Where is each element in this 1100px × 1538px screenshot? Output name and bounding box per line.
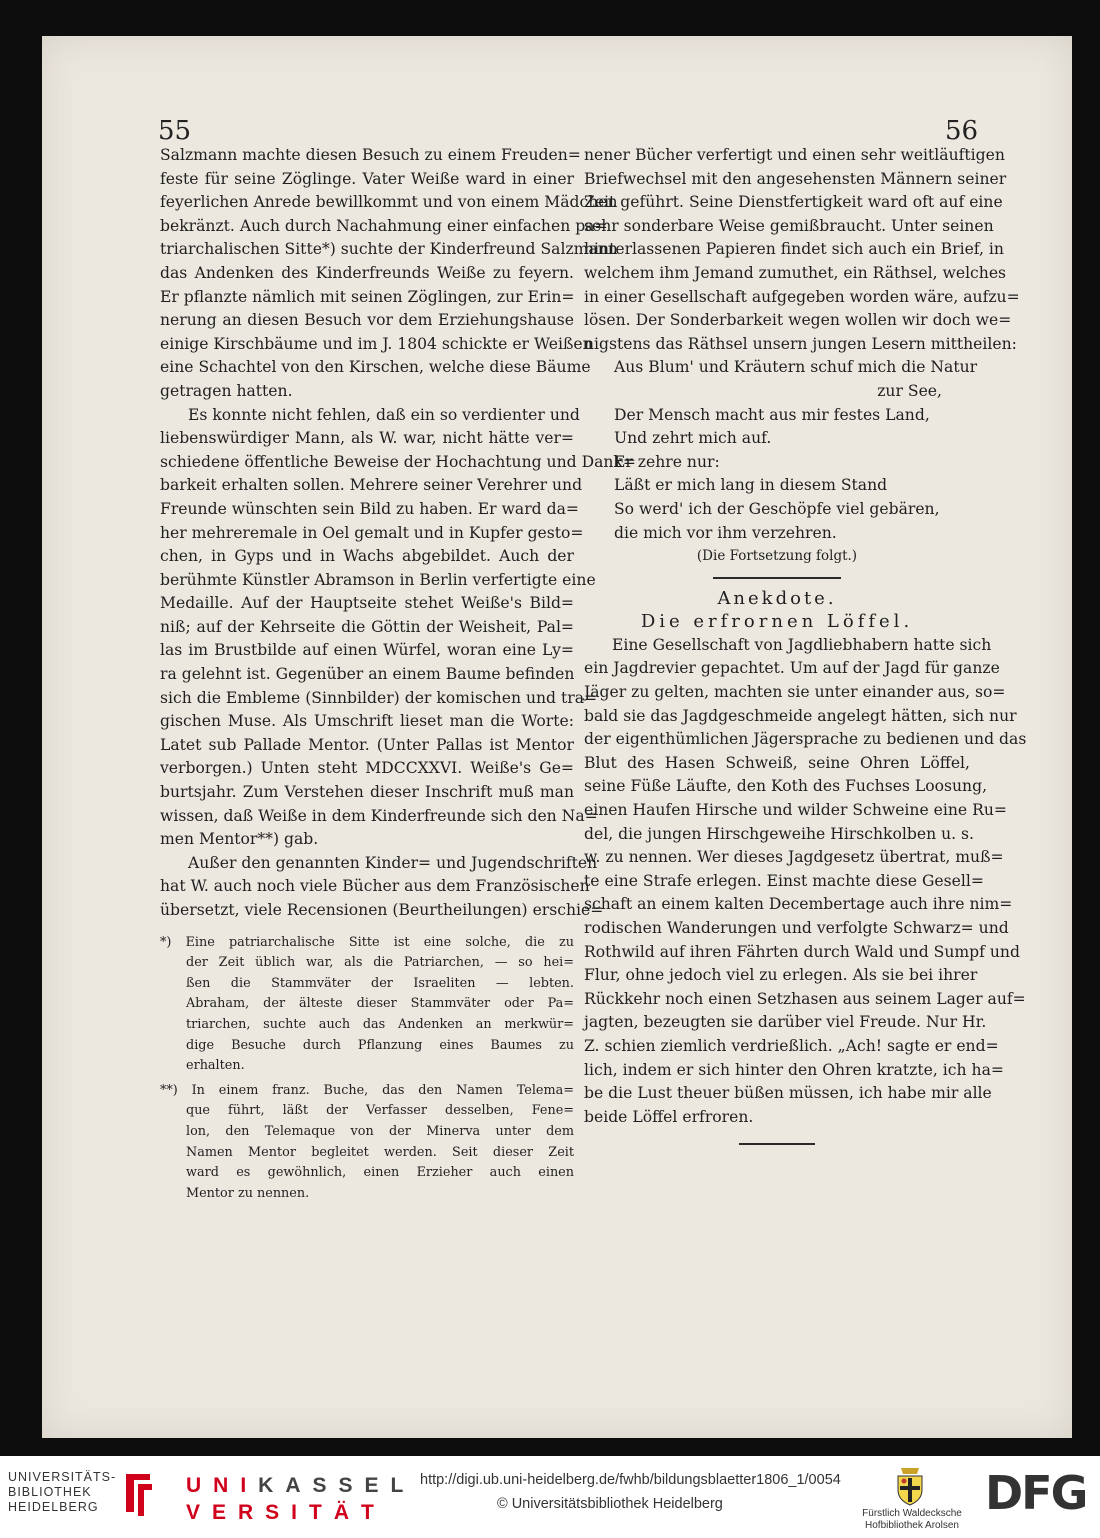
text-line: Abraham, der älteste dieser Stammväter oder Pa= [186,996,574,1012]
text-line: welchem ihm Jemand zumuthet, ein Räthsel, welches [584,263,1007,282]
ub-heidelberg-logo [8,1470,116,1515]
footnote-mentor [160,1081,574,1205]
text-line: te eine Strafe erlegen. Einst machte diese Gesell= [584,871,984,890]
text-line: nerung an diesen Besuch vor dem Erziehungshause [160,311,574,330]
text-line: der eigenthümlichen Jägersprache zu bedienen und das [584,730,1027,749]
text-line: **) In einem franz. Buche, das den Namen Telema= [160,1082,574,1098]
text-line: hat W. auch noch viele Bücher aus dem Französischen [160,877,590,896]
footer-bar [0,1456,1100,1538]
text-line: schaft an einem kalten Decembertage auch ihre nim= [584,895,1013,914]
text-line: gischen Muse. Als Umschrift lieset man die Worte: [160,712,574,731]
waldeck-crest-icon [893,1466,927,1506]
ub-line: UNIVERSITÄTS- [8,1470,117,1484]
arolsen-label [852,1508,972,1532]
footnote-patriarch [160,933,574,1077]
text-line: Der Mensch macht aus mir festes Land, [614,405,930,424]
text-line: del, die jungen Hirschgeweihe Hirschkolben u. s. [584,824,974,843]
arolsen-line: Hofbibliothek Arolsen [865,1520,959,1531]
text-line: Jäger zu gelten, machten sie unter einander aus, so= [584,683,1006,702]
text-line: So werd' ich der Geschöpfe viel gebären, [614,499,940,518]
text-line: sich die Embleme (Sinnbilder) der komischen und tra= [160,688,598,707]
right-column [584,144,1027,1153]
ub-line: HEIDELBERG [8,1500,99,1514]
arolsen-line: Fürstlich Waldecksche [862,1508,962,1519]
text-line: schiedene öffentliche Beweise der Hochachtung und Dank= [160,452,636,471]
text-line: Briefwechsel mit den angesehensten Männern seiner [584,169,1007,188]
text-line: die mich vor ihm verzehren. [614,523,837,542]
section-heading-anekdote: Anekdote. [717,587,837,609]
text-line: sehr sonderbare Weise gemißbraucht. Unter seinen [584,216,994,235]
kassel-red: UNI [186,1474,259,1497]
text-line: hinterlassenen Papieren findet sich auch ein Brief, in [584,240,1004,259]
text-line: burtsjahr. Zum Verstehen dieser Inschrift muß man [160,783,574,802]
text-line: Blut des Hasen Schweiß, seine Ohren Löffel, [584,753,970,772]
text-line: her mehreremale in Oel gemalt und in Kupfer gesto= [160,523,584,542]
text-line: beide Löffel erfroren. [584,1107,754,1126]
left-column [160,144,636,1204]
text-line: Aus Blum' und Kräutern schuf mich die Natur [614,358,978,377]
text-line: zur See, [877,381,942,400]
text-line: übersetzt, viele Recensionen (Beurtheilungen) erschie= [160,901,604,919]
text-line: seine Füße Läufte, den Koth des Fuchses Loosung, [584,777,988,796]
text-line: *) Eine patriarchalische Sitte ist eine solche, die zu [160,934,574,950]
text-line: las im Brustbilde auf einen Würfel, woran eine Ly= [160,641,574,660]
text-line: lon, den Telemaque von der Minerva unter dem [186,1123,574,1139]
text-line: Freunde wünschten sein Bild zu haben. Er ward da= [160,499,579,518]
text-line: rodischen Wanderungen und verfolgte Schwarz= und [584,919,1009,937]
text-line: Rothwild auf ihren Fährten durch Wald und Sumpf und [584,942,1020,961]
text-line: w. zu nennen. Wer dieses Jagdgesetz übertrat, muß= [584,848,1004,867]
text-line: das Andenken des Kinderfreunds Weiße zu feyern. [160,263,574,282]
page-number-left: 55 [158,116,192,146]
text-line: feyerlichen Anrede bewillkommt und von einem Mädchen [160,193,618,212]
text-line: berühmte Künstler Abramson in Berlin verfertigte eine [160,570,596,589]
kassel-gray: KASSEL [258,1474,416,1497]
text-line: eine Schachtel von den Kirschen, welche diese Bäume [160,358,591,377]
text-line: ein Jagdrevier gepachtet. Um auf der Jagd für ganze [584,659,1000,678]
text-line: be die Lust theuer büßen müssen, ich habe mir alle [584,1084,992,1103]
text-line: Latet sub Pallade Mentor. (Unter Pallas ist Mentor [160,735,574,754]
text-line: Er zehre nur: [614,452,720,471]
text-line: in einer Gesellschaft aufgegeben worden wäre, aufzu= [584,287,1020,306]
paragraph-visit [160,144,618,404]
text-line: liebenswürdiger Mann, als W. war, nicht hätte ver= [160,429,574,448]
paragraph-honours [160,404,636,852]
text-line: triarchen, suchte auch das Andenken an merkwür= [186,1016,574,1032]
text-line: Eine Gesellschaft von Jagdliebhabern hatte sich [612,635,992,654]
text-line: Außer den genannten Kinder= und Jugendschriften [188,853,598,872]
text-line: jagten, bezeugten sie darüber viel Freude. Nur Hr. [584,1013,987,1032]
paragraph-correspondence [584,144,1020,356]
text-line: triarchalischen Sitte*) suchte der Kinderfreund Salzmann [160,240,618,259]
text-line: bekränzt. Auch durch Nachahmung einer einfachen pa= [160,216,608,235]
dfg-logo: DFG [985,1466,1087,1520]
paragraph-translations [160,852,604,923]
text-line: ward es gewöhnlich, einen Erzieher auch einen [186,1165,574,1181]
ub-line: BIBLIOTHEK [8,1485,92,1499]
continuation-note: (Die Fortsetzung folgt.) [696,548,858,565]
text-line: men Mentor**) gab. [160,830,319,849]
text-line: Und zehrt mich auf. [614,429,772,448]
text-line: barkeit erhalten sollen. Mehrere seiner Verehrer und [160,476,583,495]
text-line: lösen. Der Sonderbarkeit wegen wollen wir doch we= [584,311,1012,330]
text-line: bald sie das Jagdgeschmeide angelegt hätten, sich nur [584,706,1017,725]
text-line: Medaille. Auf der Hauptseite stehet Weiße's Bild= [160,594,574,613]
paragraph-anecdote [584,634,1027,1129]
text-line: que führt, läßt der Verfasser desselben, Fene= [186,1103,574,1119]
text-line: ßen die Stammväter der Israeliten — lebten. [186,975,574,991]
riddle-verse [584,356,978,545]
text-line: Z. schien ziemlich verdrießlich. „Ach! sagte er end= [584,1036,999,1055]
end-divider [739,1143,815,1145]
text-line: dige Besuche durch Pflanzung eines Baumes zu [186,1037,574,1053]
text-line: Mentor zu nennen. [186,1185,310,1201]
section-heading-title: Die erfrornen Löffel. [640,611,914,633]
ub-emblem-icon [120,1470,158,1518]
text-line: Salzmann machte diesen Besuch zu einem Freuden= [160,146,581,164]
kassel-red-2: VERSITÄT [186,1501,386,1524]
text-line: nener Bücher verfertigt und einen sehr weitläuftigen [584,146,1005,164]
text-line: der Zeit üblich war, als die Patriarchen, — so hei= [186,955,574,971]
text-line: einige Kirschbäume und im J. 1804 schickte er Weißen [160,334,593,353]
text-line: Er pflanzte nämlich mit seinen Zöglingen, zur Erin= [160,287,575,306]
text-line: verborgen.) Unten steht MDCCXXVI. Weiße's Ge= [160,759,574,778]
copyright-text: © Universitätsbibliothek Heidelberg [497,1496,723,1512]
text-line: einen Haufen Hirsche und wilder Schweine eine Ru= [584,801,1007,820]
text-line: Es konnte nicht fehlen, daß ein so verdienter und [188,405,580,424]
text-line: getragen hatten. [160,381,293,400]
text-line: Rückkehr noch einen Setzhasen aus seinem Lager auf= [584,989,1026,1008]
text-line: wissen, daß Weiße in dem Kinderfreunde sich den Na= [160,806,598,825]
text-line: Namen Mentor begleitet werden. Seit dieser Zeit [186,1144,574,1160]
text-line: Läßt er mich lang in diesem Stand [614,476,888,495]
text-line: lich, indem er sich hinter den Ohren kratzte, ich ha= [584,1060,1004,1079]
uni-kassel-logo [186,1472,415,1526]
text-line: erhalten. [186,1058,245,1074]
text-line: niß; auf der Kehrseite die Göttin der Weisheit, Pal= [160,617,574,636]
text-line: feste für seine Zöglinge. Vater Weiße ward in einer [160,169,574,188]
permalink[interactable]: http://digi.ub.uni-heidelberg.de/fwhb/bildungsblaetter1806_1/0054 [420,1472,841,1488]
page-number-right: 56 [945,116,979,146]
text-line: chen, in Gyps und in Wachs abgebildet. Auch der [160,547,574,566]
text-line: ra gelehnt ist. Gegenüber an einem Baume befinden [160,665,575,684]
text-line: Flur, ohne jedoch viel zu erlegen. Als sie bei ihrer [584,966,978,985]
text-line: Zeit geführt. Seine Dienstfertigkeit ward oft auf eine [584,193,1003,212]
section-divider [713,577,841,579]
text-line: nigstens das Räthsel unsern jungen Lesern mittheilen: [584,334,1017,353]
